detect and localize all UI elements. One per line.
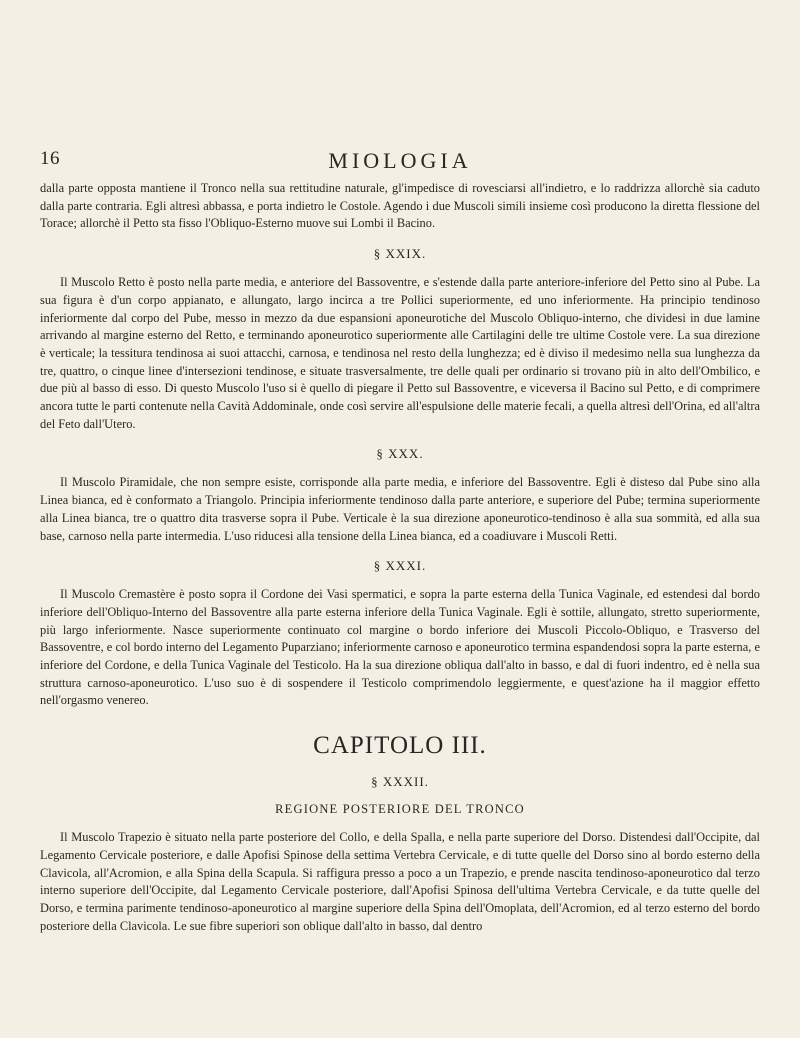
page-body bbox=[40, 180, 760, 935]
paragraph-retto: Il Muscolo Retto è posto nella parte media, e anteriore del Bassoventre, e s'estende dalla parte anteriore-inferiore del Petto sino al Pube. La sua figura è d'un corpo appianato, e allungato, largo incirca a tre Pollici superiormente, ed uno inferiormente. Ha principio tendinoso inferiormente dal corpo del Pube, messo in mezzo da due espansioni aponeurotiche del Muscolo Obliquo-interno, che dividesi in due lamine arrivando al margine esterno del Retto, e terminando aponeurotico superiormente alle Cartilagini delle tre ultime Costole vere. La sua direzione è verticale; la tessitura tendinosa ai suoi attacchi, carnosa, e tendinosa nel resto della lunghezza; ed è diviso il medesimo nella sua lunghezza da tre, quattro, o cinque linee d'intersezioni tendinose, e situate trasversalmente, tre delle quali per ordinario si trovano più in alto dell'Ombilico, e due più al basso di esso. Di questo Muscolo l'uso si è quello di piegare il Petto sul Bassoventre, e viceversa il Bacino sul Petto, e di comprimere ancora tutte le parti contenute nella Cavità Addominale, onde così servire all'espulsione delle materie fecali, a quella altresì dell'Orina, ed all'altra del Feto dall'Utero. bbox=[40, 275, 760, 431]
section-heading-30: § XXX. bbox=[376, 446, 424, 462]
section-heading-32: § XXXII. bbox=[371, 774, 429, 790]
paragraph-piramidale: Il Muscolo Piramidale, che non sempre esiste, corrisponde alla parte media, e inferiore del Bassoventre. Egli è disteso dal Pube sino alla Linea bianca, ed è conformato a Triangolo. Principia inferiormente tendinoso dalla parte anteriore, e superiore del Pube; termina superiormente alla Linea bianca, tre o quattro dita trasverse sopra il Pube. Verticale è la sua direzione aponeurotico-tendinoso è alla sua sommità, ed alla sua base, carnoso nella parte intermedia. L'uso riducesi alla tensione della Linea bianca, ed a coadiuvare i Muscoli Retti. bbox=[40, 475, 760, 543]
chapter-title: CAPITOLO III. bbox=[313, 732, 487, 760]
paragraph-continuation: dalla parte opposta mantiene il Tronco nella sua rettitudine naturale, gl'impedisce di rovesciarsi all'indietro, e lo raddrizza allorchè sia caduto dalla parte contraria. Egli altresì abbassa, e porta indietro le Costole. Agendo i due Muscoli simili insieme così producono la diretta flessione del Torace; allorchè il Petto sta fisso l'Obliquo-Esterno muove sui Lombi il Bacino. bbox=[40, 181, 760, 231]
running-title: MIOLOGIA bbox=[328, 148, 472, 173]
paragraph-cremastere: Il Muscolo Cremastère è posto sopra il Cordone dei Vasi spermatici, e sopra la parte esterna della Tunica Vaginale, ed estendesi dal bordo inferiore dell'Obliquo-Interno del Bassoventre alla parte esterna inferiore della Tunica Vaginale. Egli è sottile, allungato, stretto superiormente, più largo inferiormente. Nasce superiormente continuato col margine o bordo inferiore dei Muscoli Piccolo-Obliquo, e Trasverso del Bassoventre, e col bordo interno del Legamento Puparziano; inferiormente carnoso e aponeurotico termina espandendosi sopra la parte esterna, e inferiore del Cordone, e della Tunica Vaginale del Testicolo. Ha la sua direzione obliqua dall'alto in basso, e dal di fuori indentro, ed è nella sua struttura carnoso-aponeurotico. L'uso suo è di sospendere il Testicolo comprimendolo leggiermente, e quest'azione ha il maggior effetto nell'orgasmo venereo. bbox=[40, 587, 760, 708]
region-title: REGIONE POSTERIORE DEL TRONCO bbox=[275, 802, 525, 817]
paragraph-trapezio: Il Muscolo Trapezio è situato nella parte posteriore del Collo, e della Spalla, e nella parte superiore del Dorso. Distendesi dall'Occipite, dal Legamento Cervicale posteriore, e dalle Apofisi Spinose della settima Vertebra Cervicale, e di tutte quelle del Dorso sino al bordo esterno della Clavicola, all'Acromion, e alla Spina della Scapula. Si raffigura presso a poco a un Trapezio, e prende nascita tendinoso-aponeurotico dal terzo interno superiore dell'Occipite, dal Legamento Cervicale posteriore, dall'Apofisi Spinosa dell'ultima Vertebra Cervicale, e da tutte quelle del Dorso, e termina parimente tendinoso-aponeurotico al margine superiore della Spina dell'Omoplata, dell'Acromion, ed al terzo esterno del bordo posteriore della Clavicola. Le sue fibre superiori son oblique dall'alto in basso, dal dentro bbox=[40, 830, 760, 933]
section-heading-29: § XXIX. bbox=[373, 246, 427, 262]
page-header bbox=[40, 148, 760, 172]
section-heading-31: § XXXI. bbox=[373, 558, 427, 574]
page-number: 16 bbox=[40, 148, 60, 169]
